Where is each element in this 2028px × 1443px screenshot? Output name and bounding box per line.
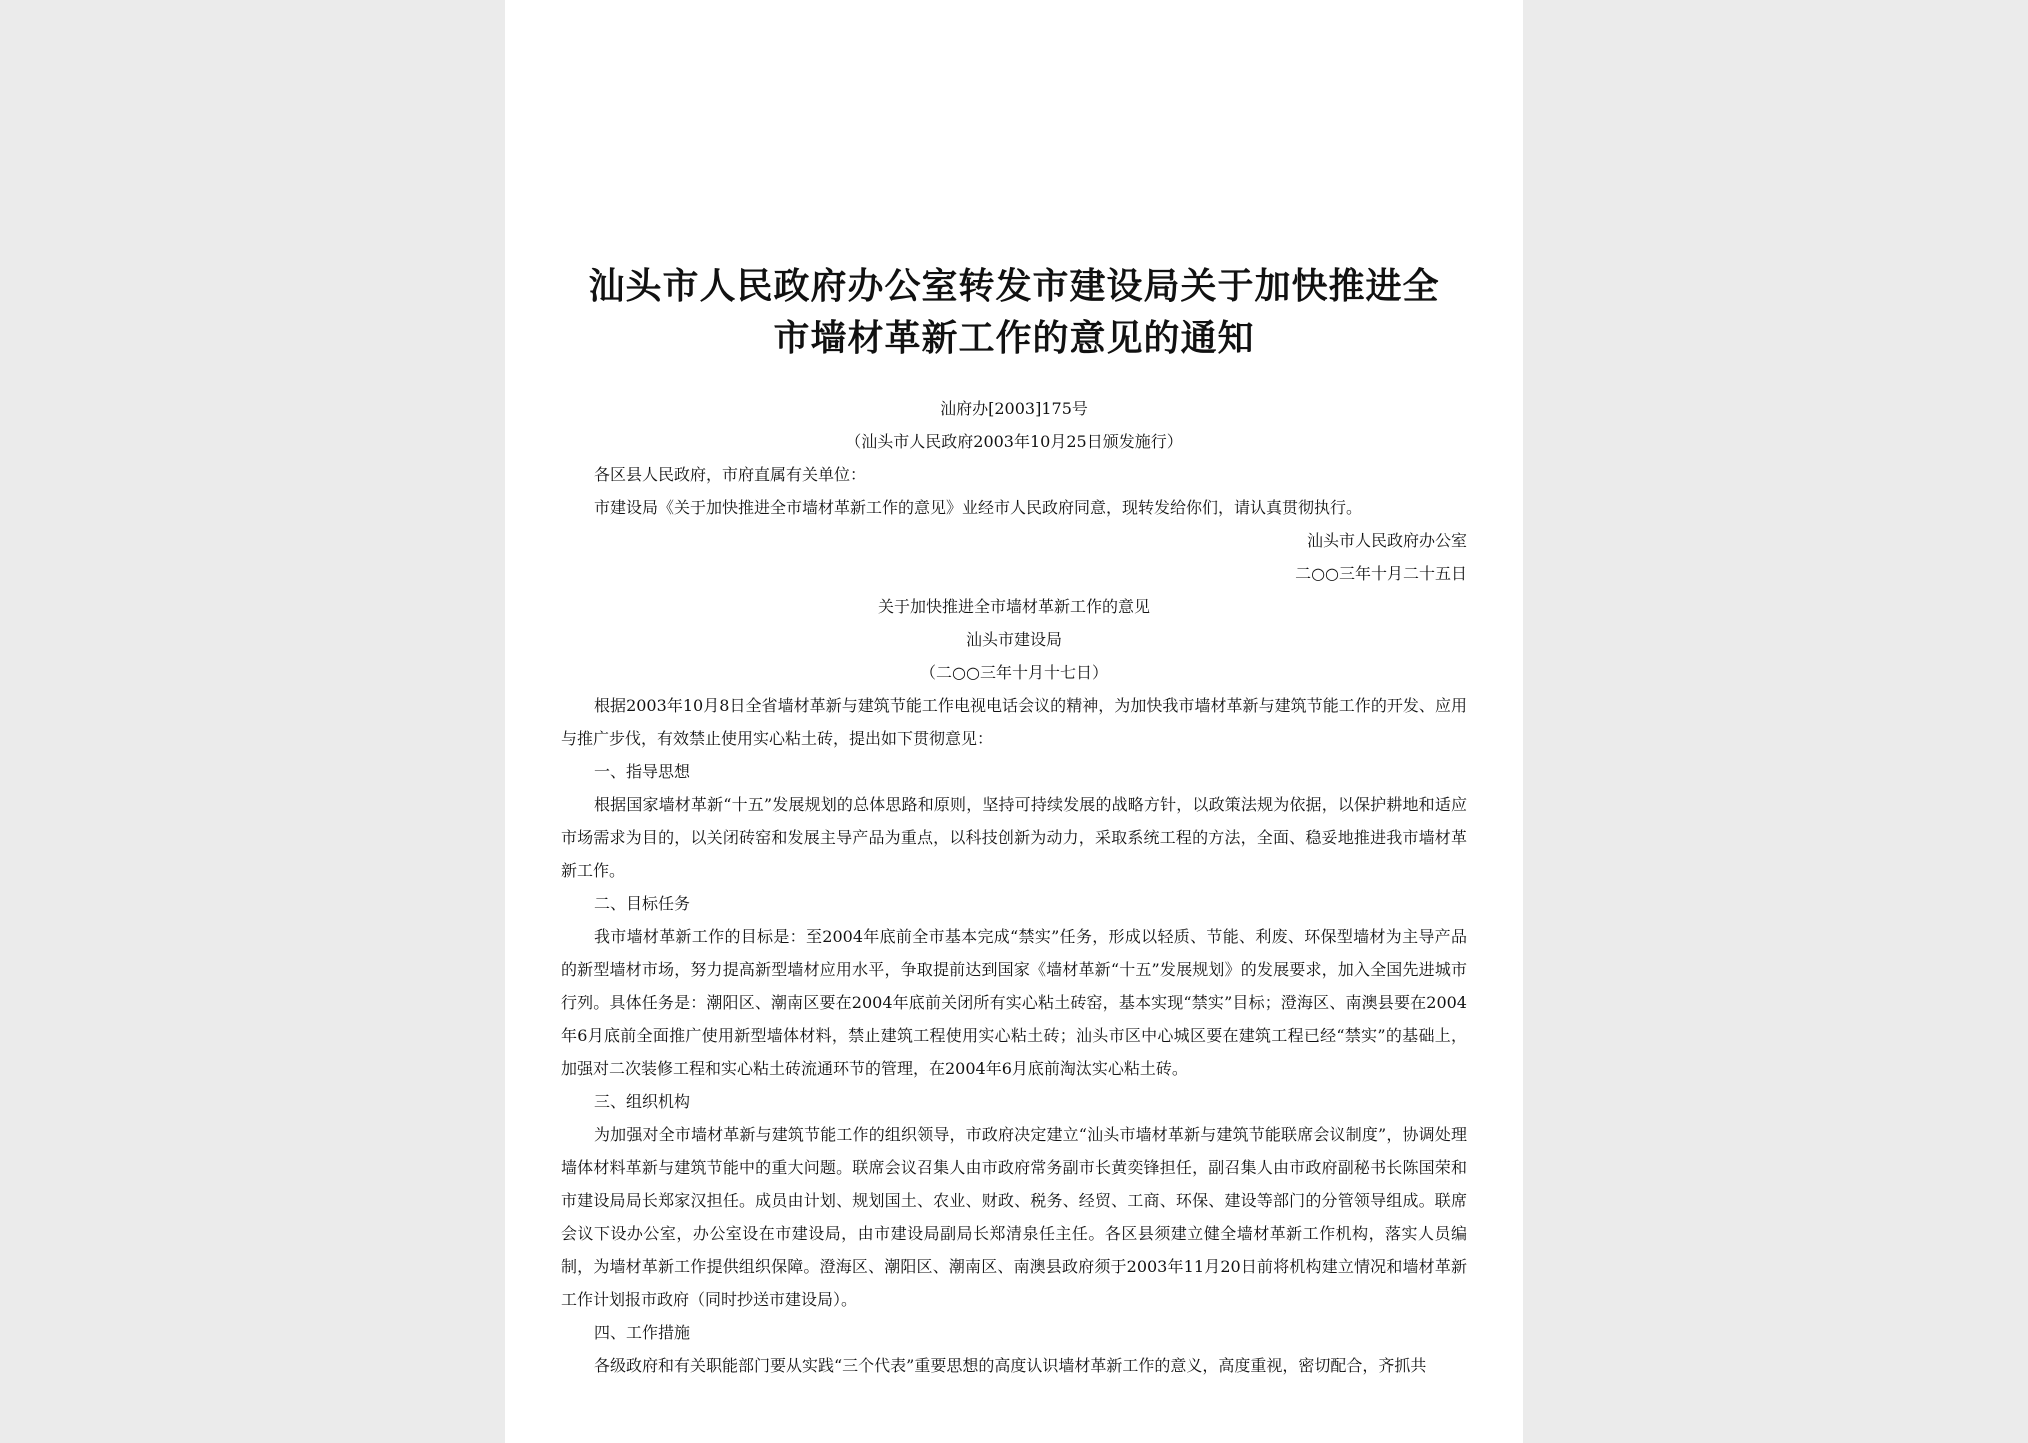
section-heading-guiding-ideology: 一、指导思想 [594,762,691,781]
opinion-author: 汕头市建设局 [965,630,1062,649]
title-line-1: 汕头市人民政府办公室转发市建设局关于加快推进全 [588,265,1440,307]
sender: 汕头市人民政府办公室 [1306,531,1467,550]
document-title [561,260,1467,364]
intro-paragraph: 根据2003年10月8日全省墙材革新与建筑节能工作电视电话会议的精神，为加快我市墙材革新与建筑节能工作的开发、应用与推广步伐，有效禁止使用实心粘土砖，提出如下贯彻意见： [561,696,1467,748]
document-number: 汕府办[2003]175号 [940,399,1088,418]
section-heading-organization: 三、组织机构 [594,1092,691,1111]
document-page [505,0,1523,1443]
section-body-goals: 我市墙材革新工作的目标是：至2004年底前全市基本完成“禁实”任务，形成以轻质、节能、利废、环保型墙材为主导产品的新型墙材市场，努力提高新型墙材应用水平，争取提前达到国家《墙材革新“十五”发展规划》的发展要求，加入全国先进城市行列。具体任务是：潮阳区、潮南区要在2004年底前关闭所有实心粘土砖窑，基本实现“禁实”目标；澄海区、南澳县要在2004年6月底前全面推广使用新型墙体材料，禁止建筑工程使用实心粘土砖；汕头市区中心城区要在建筑工程已经“禁实”的基础上，加强对二次装修工程和实心粘土砖流通环节的管理，在2004年6月底前淘汰实心粘土砖。 [561,927,1467,1078]
section-body-organization: 为加强对全市墙材革新与建筑节能工作的组织领导，市政府决定建立“汕头市墙材革新与建筑节能联席会议制度”，协调处理墙体材料革新与建筑节能中的重大问题。联席会议召集人由市政府常务副市长黄奕锋担任，副召集人由市政府副秘书长陈国荣和市建设局局长郑家汉担任。成员由计划、规划国土、农业、财政、税务、经贸、工商、环保、建设等部门的分管领导组成。联席会议下设办公室，办公室设在市建设局，由市建设局副局长郑清泉任主任。各区县须建立健全墙材革新工作机构，落实人员编制，为墙材革新工作提供组织保障。澄海区、潮阳区、潮南区、南澳县政府须于2003年11月20日前将机构建立情况和墙材革新工作计划报市政府（同时抄送市建设局）。 [561,1125,1467,1309]
sender-date: 二○○三年十月二十五日 [1295,564,1467,583]
opinion-title: 关于加快推进全市墙材革新工作的意见 [877,597,1150,616]
forward-text: 市建设局《关于加快推进全市墙材革新工作的意见》业经市人民政府同意，现转发给你们，请认真贯彻执行。 [594,498,1363,517]
section-heading-measures: 四、工作措施 [594,1323,691,1342]
issuance-note: （汕头市人民政府2003年10月25日颁发施行） [845,432,1183,451]
section-heading-goals: 二、目标任务 [594,894,691,913]
section-body-guiding-ideology: 根据国家墙材革新“十五”发展规划的总体思路和原则，坚持可持续发展的战略方针，以政策法规为依据，以保护耕地和适应市场需求为目的，以关闭砖窑和发展主导产品为重点，以科技创新为动力，采取系统工程的方法，全面、稳妥地推进我市墙材革新工作。 [561,795,1467,880]
addressee: 各区县人民政府，市府直属有关单位： [594,465,867,484]
section-body-measures: 各级政府和有关职能部门要从实践“三个代表”重要思想的高度认识墙材革新工作的意义，高度重视，密切配合，齐抓共 [594,1356,1427,1375]
document-content [561,260,1467,1382]
opinion-date: （二○○三年十月十七日） [920,663,1108,682]
title-line-2: 市墙材革新工作的意见的通知 [773,317,1255,359]
